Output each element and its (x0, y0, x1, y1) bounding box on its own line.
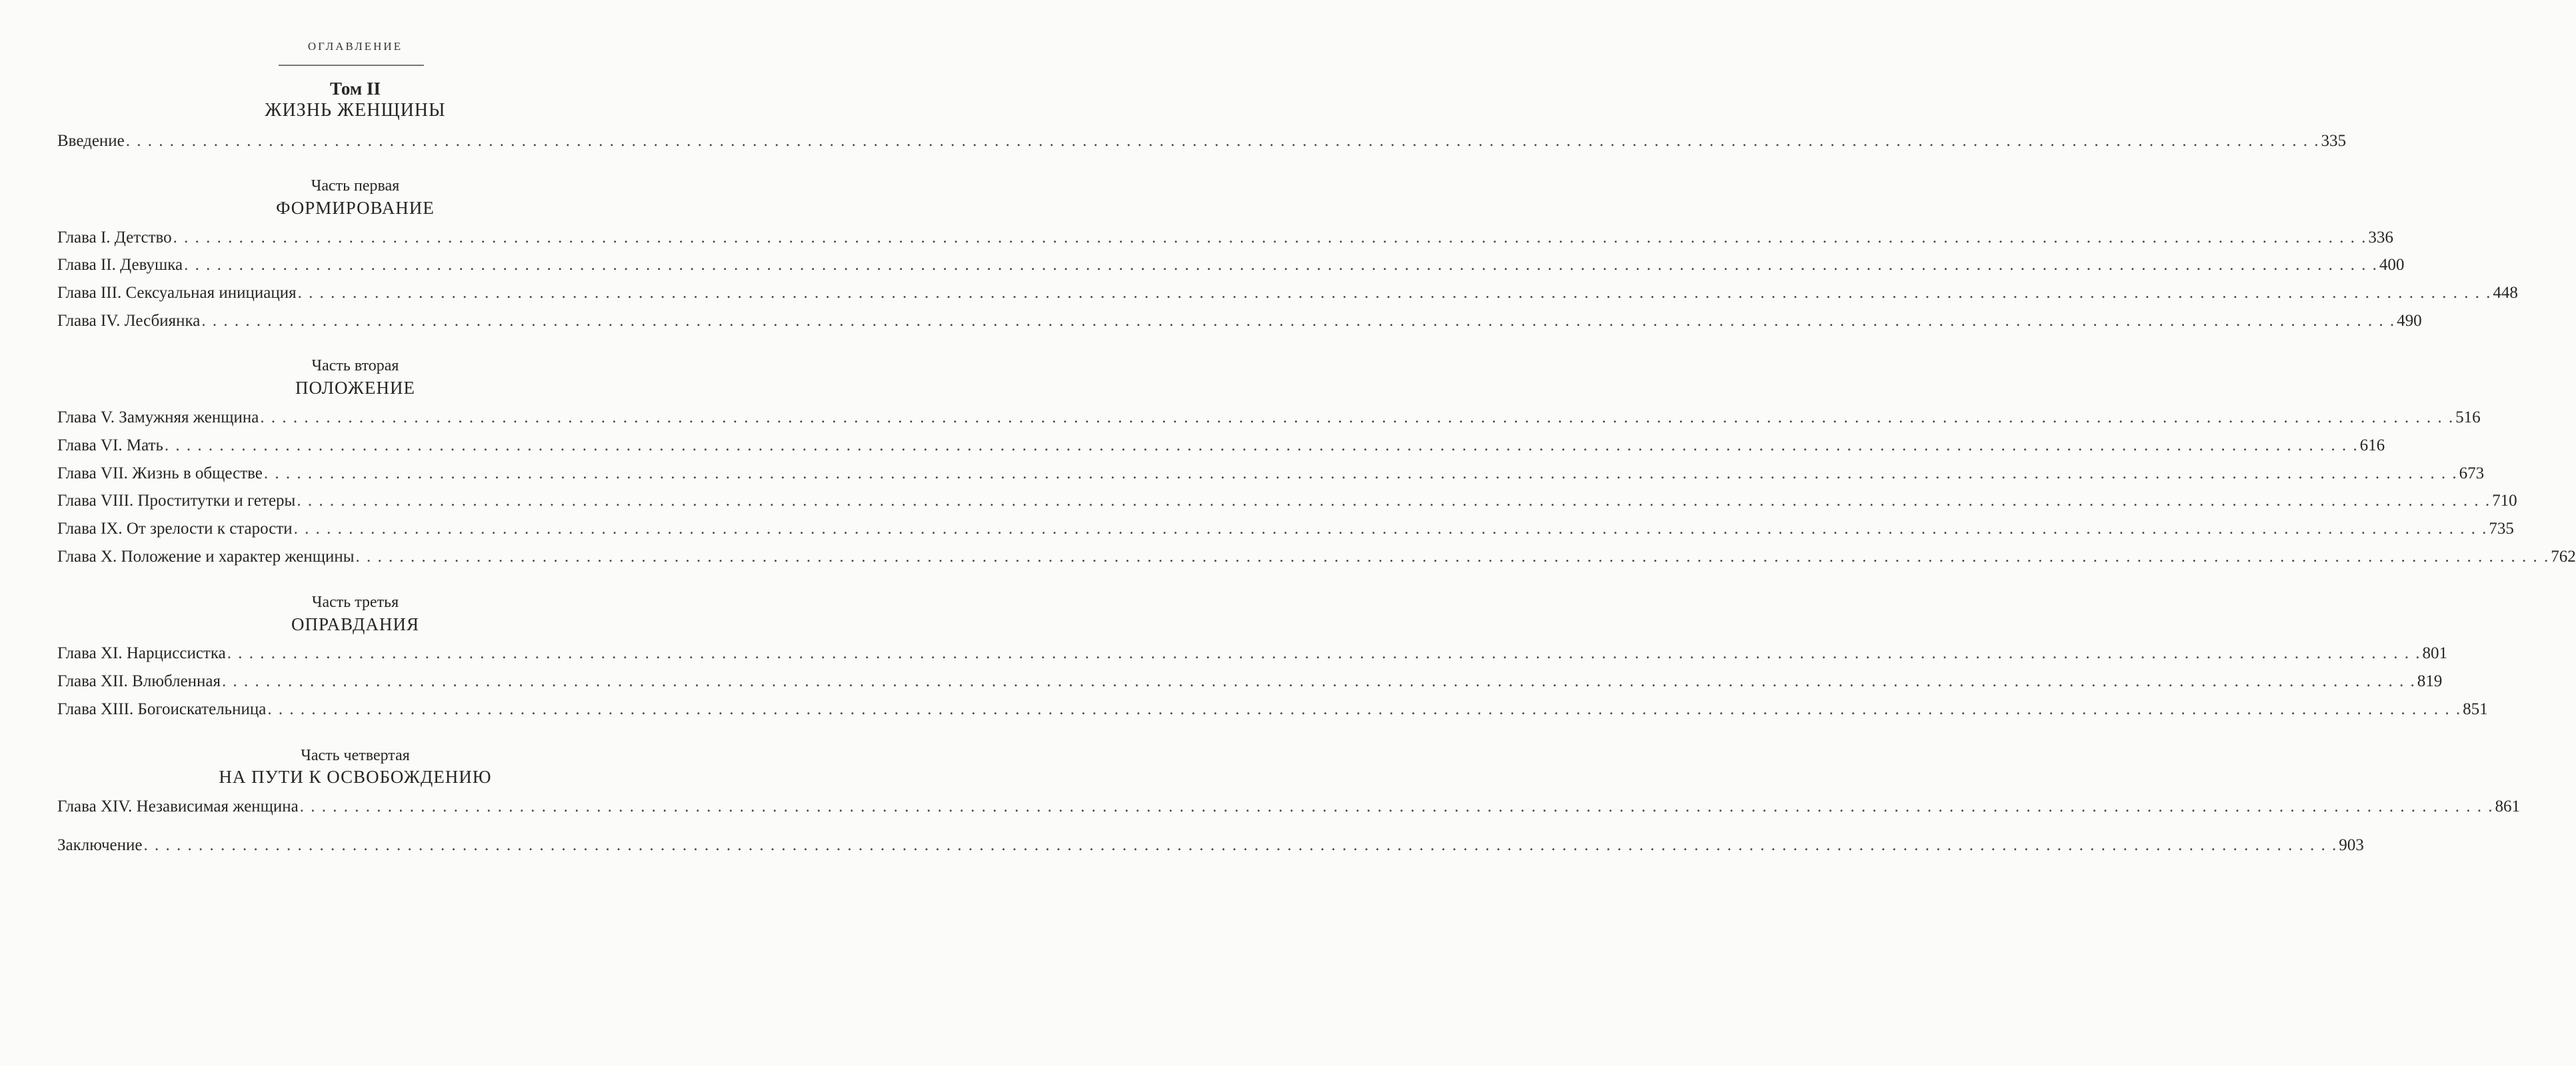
toc-leader-dots: . . . . . . . . . . . . . . . . . . . . . . . . . . . . . . . . . . . . . . . . . . . . . . . . . . . . . . . . . . . . . . . . . . . . . . . . . . . . . . . . . . . . . . . . . . . . . . . . . . . . . . . . . . . . . . . . . . . . . . . . . . . . . . . . . . . . . . . . . . . . . . . . . . . . . . . . . . . . . . . . . . . . . . . . . . . . . . . . . . . . . . . . . . . . . . . . . . . . . . . . (355, 548, 2550, 566)
toc-entry-page: 336 (2368, 229, 2393, 247)
toc-entry (57, 798, 2521, 819)
part-label: Часть вторая (311, 357, 399, 374)
toc-entry-page: 673 (2459, 464, 2485, 482)
toc-entry-page: 400 (2379, 256, 2405, 274)
part-title: ПОЛОЖЕНИЕ (295, 378, 415, 398)
toc-entry-label: Глава III. Сексуальная инициация (57, 284, 297, 302)
toc-leader-dots: . . . . . . . . . . . . . . . . . . . . . . . . . . . . . . . . . . . . . . . . . . . . . . . . . . . . . . . . . . . . . . . . . . . . . . . . . . . . . . . . . . . . . . . . . . . . . . . . . . . . . . . . . . . . . . . . . . . . . . . . . . . . . . . . . . . . . . . . . . . . . . . . . . . . . . . . . . . . . . . . . . . . . . . . . . . . . . . . . . . . . . . . . . . . . . . . . . . . . . . . (267, 700, 2462, 718)
toc-entry (57, 256, 2405, 277)
toc-leader-dots: . . . . . . . . . . . . . . . . . . . . . . . . . . . . . . . . . . . . . . . . . . . . . . . . . . . . . . . . . . . . . . . . . . . . . . . . . . . . . . . . . . . . . . . . . . . . . . . . . . . . . . . . . . . . . . . . . . . . . . . . . . . . . . . . . . . . . . . . . . . . . . . . . . . . . . . . . . . . . . . . . . . . . . . . . . . . . . . . . . . . . . . . . . . . . . . . . . . . . . . . (260, 408, 2455, 426)
toc-entry-page: 903 (2339, 836, 2364, 854)
toc-entry-label: Глава VIII. Проститутки и гетеры (57, 492, 296, 510)
toc-entry-label: Глава IX. От зрелости к старости (57, 520, 293, 538)
toc-entry (57, 700, 2488, 722)
toc-entry-label: Глава XIV. Независимая женщина (57, 798, 299, 815)
toc-entry-page: 516 (2455, 408, 2481, 426)
running-head: ОГЛАВЛЕНИЕ (307, 40, 403, 53)
toc-entry (57, 548, 2576, 569)
toc-entry-label: Заключение (57, 836, 143, 854)
toc-entry (57, 464, 2485, 486)
toc-entry-page: 819 (2417, 672, 2443, 690)
toc-entry-label: Глава VI. Мать (57, 436, 163, 454)
part-title: ФОРМИРОВАНИЕ (276, 198, 435, 218)
toc-entry-page: 710 (2492, 492, 2517, 510)
toc-leader-dots: . . . . . . . . . . . . . . . . . . . . . . . . . . . . . . . . . . . . . . . . . . . . . . . . . . . . . . . . . . . . . . . . . . . . . . . . . . . . . . . . . . . . . . . . . . . . . . . . . . . . . . . . . . . . . . . . . . . . . . . . . . . . . . . . . . . . . . . . . . . . . . . . . . . . . . . . . . . . . . . . . . . . . . . . . . . . . . . . . . . . . . . . . . . . . . . . . . . . . . . . (201, 312, 2396, 330)
toc-entry-page: 448 (2493, 284, 2518, 302)
toc-entry-label: Глава XI. Нарциссистка (57, 644, 226, 662)
toc-entry (57, 229, 2393, 250)
part-title: НА ПУТИ К ОСВОБОЖДЕНИЮ (219, 767, 492, 787)
toc-entry-label: Глава IV. Лесбиянка (57, 312, 201, 330)
toc-entry-conclusion (57, 836, 2364, 857)
toc-leader-dots: . . . . . . . . . . . . . . . . . . . . . . . . . . . . . . . . . . . . . . . . . . . . . . . . . . . . . . . . . . . . . . . . . . . . . . . . . . . . . . . . . . . . . . . . . . . . . . . . . . . . . . . . . . . . . . . . . . . . . . . . . . . . . . . . . . . . . . . . . . . . . . . . . . . . . . . . . . . . . . . . . . . . . . . . . . . . . . . . . . . . . . . . . . . . . . . . . . . . . . . . (164, 436, 2359, 454)
toc-entry-label: Глава I. Детство (57, 229, 172, 247)
toc-entry-label: Глава V. Замужняя женщина (57, 408, 259, 426)
toc-entry (57, 436, 2385, 458)
part-label: Часть первая (311, 177, 400, 195)
toc-entry-page: 861 (2495, 798, 2521, 815)
toc-leader-dots: . . . . . . . . . . . . . . . . . . . . . . . . . . . . . . . . . . . . . . . . . . . . . . . . . . . . . . . . . . . . . . . . . . . . . . . . . . . . . . . . . . . . . . . . . . . . . . . . . . . . . . . . . . . . . . . . . . . . . . . . . . . . . . . . . . . . . . . . . . . . . . . . . . . . . . . . . . . . . . . . . . . . . . . . . . . . . . . . . . . . . . . . . . . . . . . . . . . . . . . . (125, 132, 2320, 150)
toc-leader-dots: . . . . . . . . . . . . . . . . . . . . . . . . . . . . . . . . . . . . . . . . . . . . . . . . . . . . . . . . . . . . . . . . . . . . . . . . . . . . . . . . . . . . . . . . . . . . . . . . . . . . . . . . . . . . . . . . . . . . . . . . . . . . . . . . . . . . . . . . . . . . . . . . . . . . . . . . . . . . . . . . . . . . . . . . . . . . . . . . . . . . . . . . . . . . . . . . . . . . . . . . (263, 464, 2458, 482)
toc-entry-label: Введение (57, 132, 125, 150)
toc-leader-dots: . . . . . . . . . . . . . . . . . . . . . . . . . . . . . . . . . . . . . . . . . . . . . . . . . . . . . . . . . . . . . . . . . . . . . . . . . . . . . . . . . . . . . . . . . . . . . . . . . . . . . . . . . . . . . . . . . . . . . . . . . . . . . . . . . . . . . . . . . . . . . . . . . . . . . . . . . . . . . . . . . . . . . . . . . . . . . . . . . . . . . . . . . . . . . . . . . . . . . . . . (293, 520, 2488, 538)
toc-entry (57, 408, 2481, 430)
toc-entry-label: Глава VII. Жизнь в обществе (57, 464, 263, 482)
toc-entry-label: Глава X. Положение и характер женщины (57, 548, 355, 566)
running-head-rule (279, 65, 424, 66)
toc-entry-label: Глава XII. Влюбленная (57, 672, 221, 690)
toc-leader-dots: . . . . . . . . . . . . . . . . . . . . . . . . . . . . . . . . . . . . . . . . . . . . . . . . . . . . . . . . . . . . . . . . . . . . . . . . . . . . . . . . . . . . . . . . . . . . . . . . . . . . . . . . . . . . . . . . . . . . . . . . . . . . . . . . . . . . . . . . . . . . . . . . . . . . . . . . . . . . . . . . . . . . . . . . . . . . . . . . . . . . . . . . . . . . . . . . . . . . . . . . (227, 644, 2421, 662)
toc-entry-label: Глава II. Девушка (57, 256, 183, 274)
toc-leader-dots: . . . . . . . . . . . . . . . . . . . . . . . . . . . . . . . . . . . . . . . . . . . . . . . . . . . . . . . . . . . . . . . . . . . . . . . . . . . . . . . . . . . . . . . . . . . . . . . . . . . . . . . . . . . . . . . . . . . . . . . . . . . . . . . . . . . . . . . . . . . . . . . . . . . . . . . . . . . . . . . . . . . . . . . . . . . . . . . . . . . . . . . . . . . . . . . . . . . . . . . . (143, 836, 2338, 854)
volume-title: ЖИЗНЬ ЖЕНЩИНЫ (265, 100, 446, 121)
toc-entry-label: Глава XIII. Богоискательница (57, 700, 267, 718)
toc-entry (57, 672, 2443, 694)
toc-leader-dots: . . . . . . . . . . . . . . . . . . . . . . . . . . . . . . . . . . . . . . . . . . . . . . . . . . . . . . . . . . . . . . . . . . . . . . . . . . . . . . . . . . . . . . . . . . . . . . . . . . . . . . . . . . . . . . . . . . . . . . . . . . . . . . . . . . . . . . . . . . . . . . . . . . . . . . . . . . . . . . . . . . . . . . . . . . . . . . . . . . . . . . . . . . . . . . . . . . . . . . . . (184, 256, 2378, 274)
toc-entry-page: 335 (2321, 132, 2347, 150)
part-title: ОПРАВДАНИЯ (291, 614, 419, 634)
toc-leader-dots: . . . . . . . . . . . . . . . . . . . . . . . . . . . . . . . . . . . . . . . . . . . . . . . . . . . . . . . . . . . . . . . . . . . . . . . . . . . . . . . . . . . . . . . . . . . . . . . . . . . . . . . . . . . . . . . . . . . . . . . . . . . . . . . . . . . . . . . . . . . . . . . . . . . . . . . . . . . . . . . . . . . . . . . . . . . . . . . . . . . . . . . . . . . . . . . . . . . . . . . . (297, 284, 2492, 302)
toc-entry (57, 492, 2517, 513)
toc-entry (57, 284, 2518, 305)
toc-entry-page: 762 (2551, 548, 2576, 566)
toc-entry (57, 520, 2514, 541)
toc-entry-page: 735 (2489, 520, 2514, 538)
part-label: Часть третья (311, 594, 399, 611)
toc-leader-dots: . . . . . . . . . . . . . . . . . . . . . . . . . . . . . . . . . . . . . . . . . . . . . . . . . . . . . . . . . . . . . . . . . . . . . . . . . . . . . . . . . . . . . . . . . . . . . . . . . . . . . . . . . . . . . . . . . . . . . . . . . . . . . . . . . . . . . . . . . . . . . . . . . . . . . . . . . . . . . . . . . . . . . . . . . . . . . . . . . . . . . . . . . . . . . . . . . . . . . . . . (222, 672, 2416, 690)
toc-entry-page: 490 (2397, 312, 2422, 330)
part-label: Часть четвертая (301, 747, 410, 764)
toc-entry-intro (57, 132, 2347, 153)
volume-label: Том II (330, 79, 381, 99)
toc-entry-page: 851 (2463, 700, 2488, 718)
toc-leader-dots: . . . . . . . . . . . . . . . . . . . . . . . . . . . . . . . . . . . . . . . . . . . . . . . . . . . . . . . . . . . . . . . . . . . . . . . . . . . . . . . . . . . . . . . . . . . . . . . . . . . . . . . . . . . . . . . . . . . . . . . . . . . . . . . . . . . . . . . . . . . . . . . . . . . . . . . . . . . . . . . . . . . . . . . . . . . . . . . . . . . . . . . . . . . . . . . . . . . . . . . . (297, 492, 2491, 510)
toc-entry-page: 616 (2359, 436, 2385, 454)
toc-entry (57, 312, 2422, 333)
toc-entry-page: 801 (2422, 644, 2447, 662)
toc-leader-dots: . . . . . . . . . . . . . . . . . . . . . . . . . . . . . . . . . . . . . . . . . . . . . . . . . . . . . . . . . . . . . . . . . . . . . . . . . . . . . . . . . . . . . . . . . . . . . . . . . . . . . . . . . . . . . . . . . . . . . . . . . . . . . . . . . . . . . . . . . . . . . . . . . . . . . . . . . . . . . . . . . . . . . . . . . . . . . . . . . . . . . . . . . . . . . . . . . . . . . . . . (299, 798, 2494, 815)
toc-leader-dots: . . . . . . . . . . . . . . . . . . . . . . . . . . . . . . . . . . . . . . . . . . . . . . . . . . . . . . . . . . . . . . . . . . . . . . . . . . . . . . . . . . . . . . . . . . . . . . . . . . . . . . . . . . . . . . . . . . . . . . . . . . . . . . . . . . . . . . . . . . . . . . . . . . . . . . . . . . . . . . . . . . . . . . . . . . . . . . . . . . . . . . . . . . . . . . . . . . . . . . . . (173, 229, 2367, 247)
toc-entry (57, 644, 2447, 666)
